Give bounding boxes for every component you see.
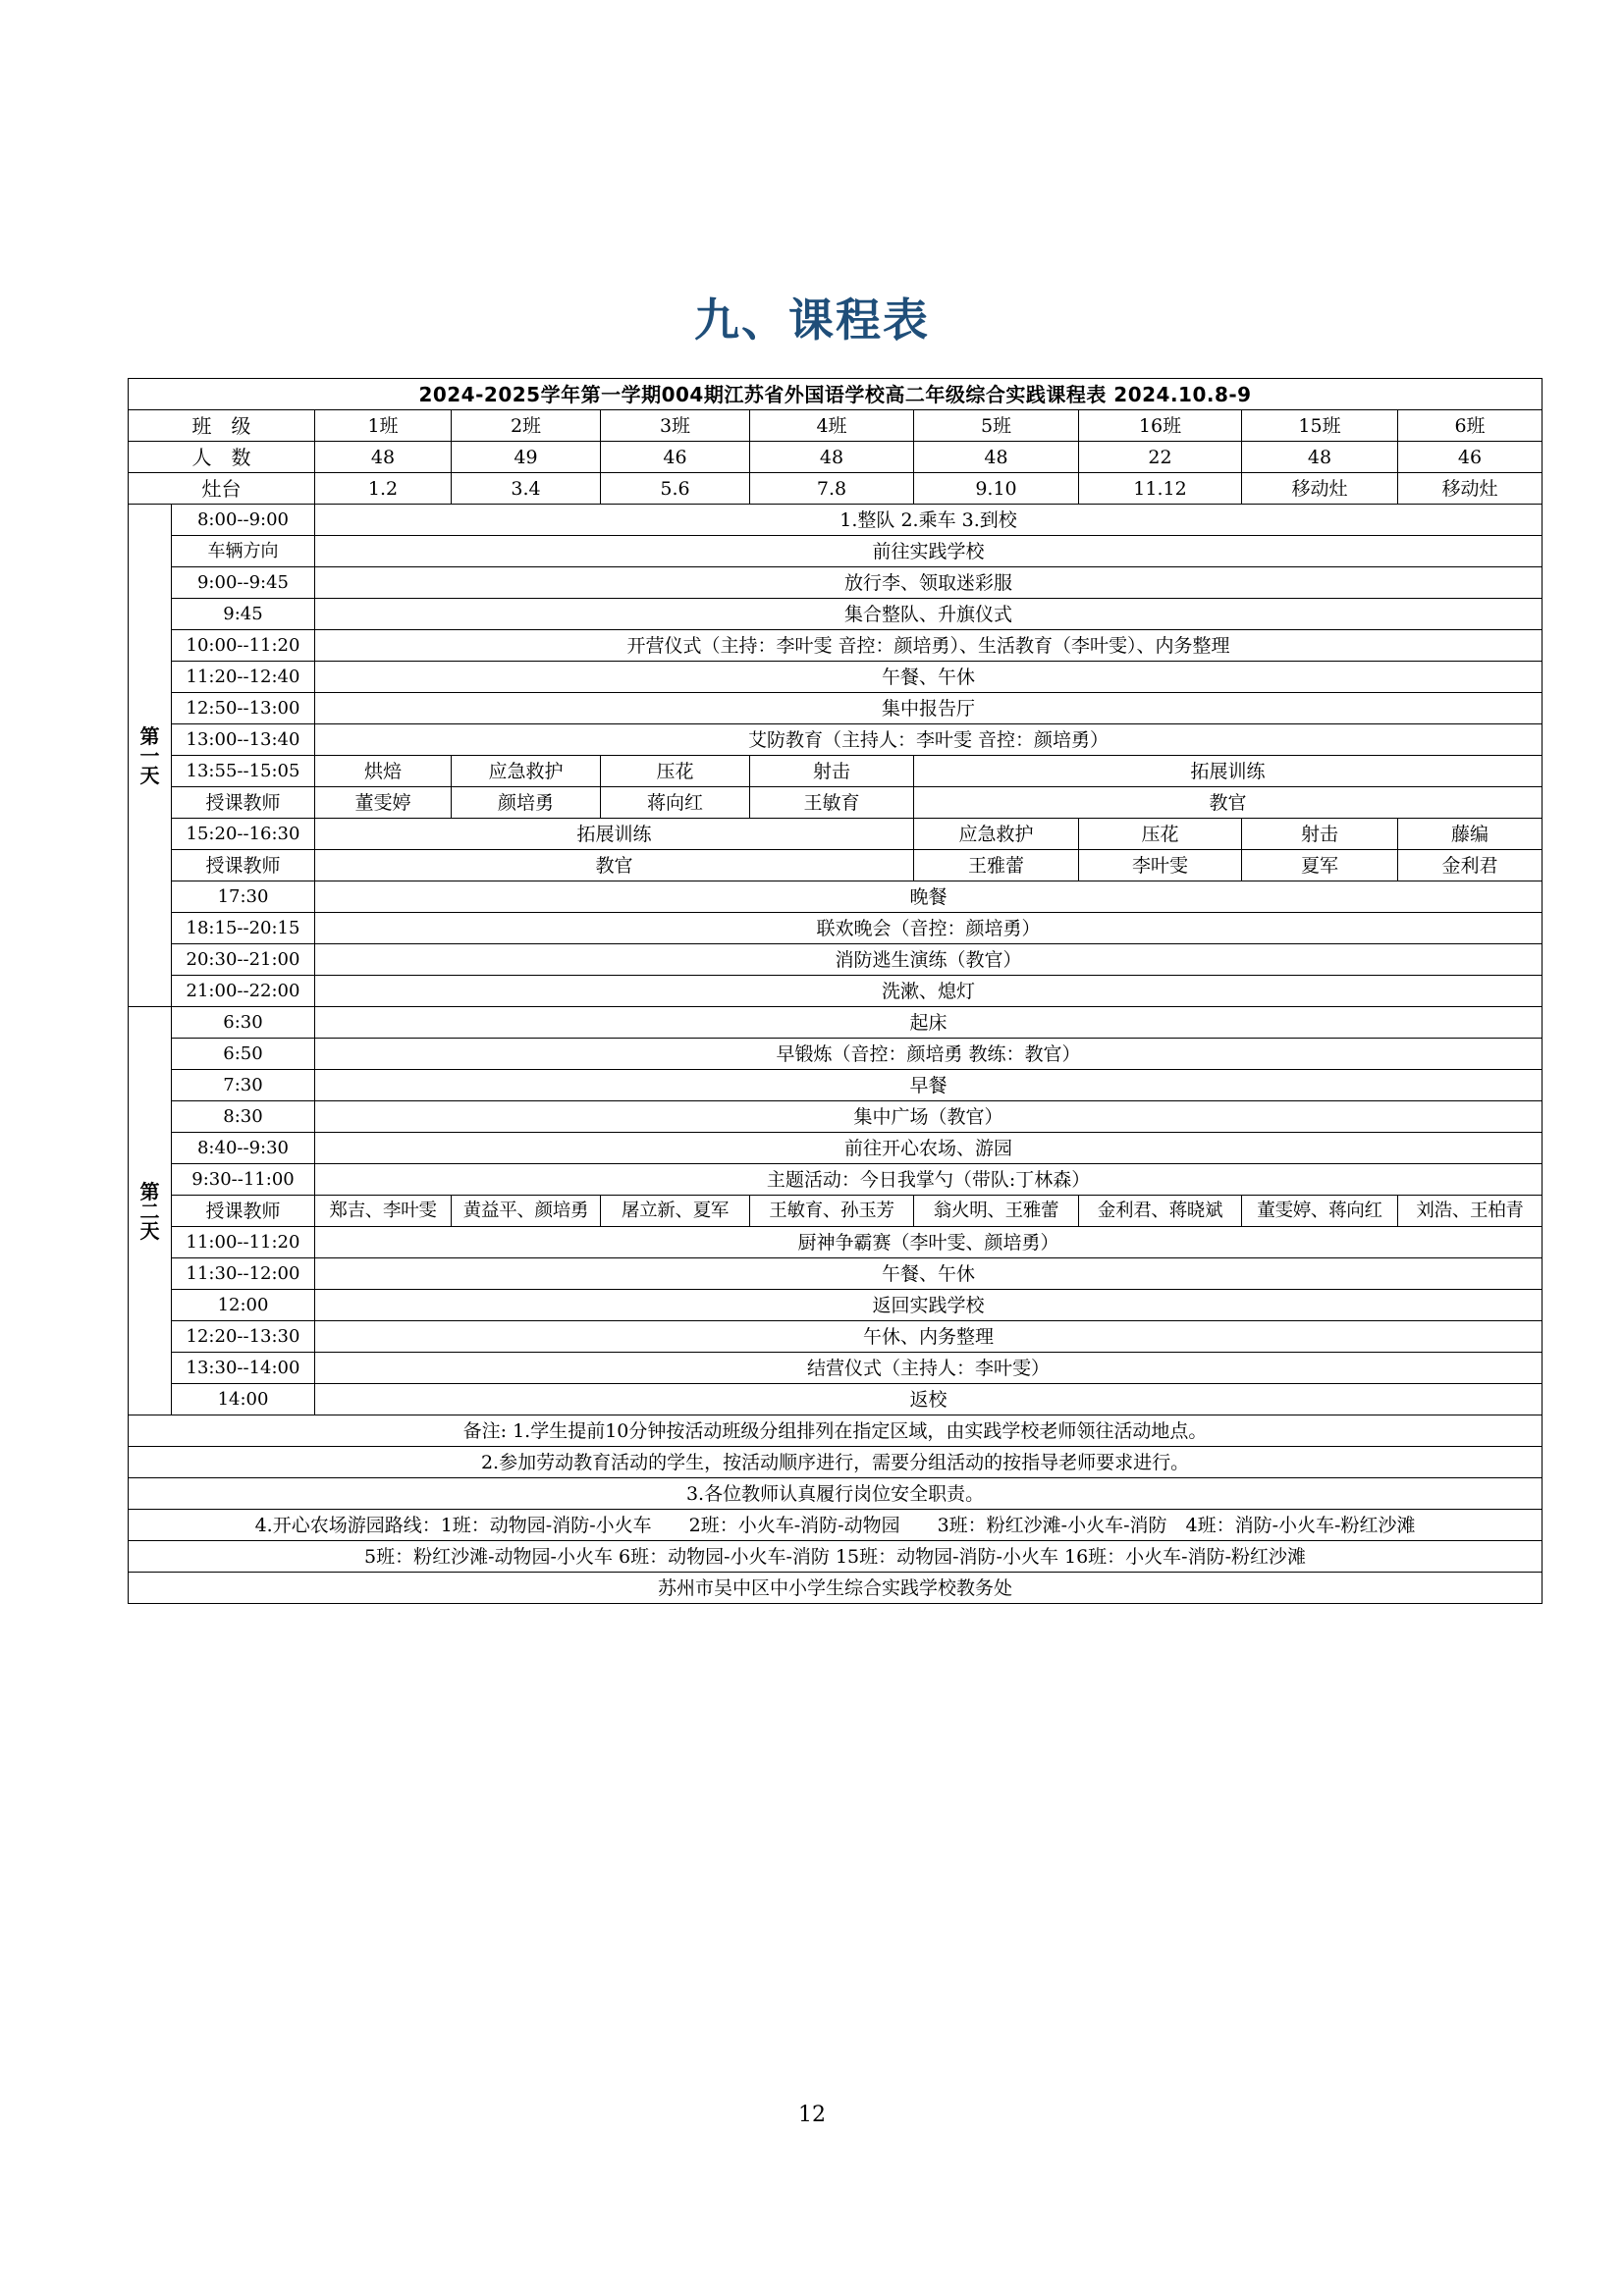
stove-number: 11.12 <box>1079 473 1242 505</box>
activity-cell: 主题活动：今日我掌勺（带队:丁林森） <box>315 1164 1543 1196</box>
teacher-cell: 翁火明、王雅蕾 <box>914 1196 1079 1227</box>
teacher-label: 授课教师 <box>172 787 315 819</box>
teacher-cell: 教官 <box>315 850 914 881</box>
footer-org: 苏州市吴中区中小学生综合实践学校教务处 <box>129 1573 1543 1604</box>
time-cell: 8:30 <box>172 1101 315 1133</box>
teacher-cell: 黄益平、颜培勇 <box>452 1196 601 1227</box>
teacher-row <box>129 850 1543 881</box>
activity-cell: 午餐、午休 <box>315 1258 1543 1290</box>
teacher-cell: 屠立新、夏军 <box>601 1196 750 1227</box>
time-cell: 10:00--11:20 <box>172 630 315 662</box>
teacher-row <box>129 1196 1543 1227</box>
schedule-row <box>129 724 1543 756</box>
time-cell: 12:20--13:30 <box>172 1321 315 1353</box>
schedule-row <box>129 1101 1543 1133</box>
class-header-row <box>129 410 1543 442</box>
activity-cell: 晚餐 <box>315 881 1543 913</box>
activity-cell: 返回实践学校 <box>315 1290 1543 1321</box>
time-cell: 9:30--11:00 <box>172 1164 315 1196</box>
time-cell: 17:30 <box>172 881 315 913</box>
schedule-row <box>129 1007 1543 1039</box>
teacher-cell: 郑吉、李叶雯 <box>315 1196 452 1227</box>
activity-cell: 消防逃生演练（教官） <box>315 944 1543 976</box>
day1-label-char: 天 <box>139 763 160 787</box>
activity-cell: 午休、内务整理 <box>315 1321 1543 1353</box>
schedule-row <box>129 881 1543 913</box>
table-title: 2024-2025学年第一学期004期江苏省外国语学校高二年级综合实践课程表 2024.10.8-9 <box>129 379 1543 410</box>
activity-cell: 起床 <box>315 1007 1543 1039</box>
day1-label-char: 第 <box>139 723 160 748</box>
note-text: 备注: 1.学生提前10分钟按活动班级分组排列在指定区域，由实践学校老师领往活动地点。 <box>129 1415 1543 1447</box>
day1-label <box>129 505 172 1007</box>
stove-row <box>129 473 1543 505</box>
stove-number: 9.10 <box>914 473 1079 505</box>
schedule-row <box>129 662 1543 693</box>
teacher-label: 授课教师 <box>172 1196 315 1227</box>
teacher-label: 授课教师 <box>172 850 315 881</box>
stove-number: 5.6 <box>601 473 750 505</box>
activity-cell: 射击 <box>750 756 914 787</box>
day2-label-char: 二 <box>139 1199 160 1223</box>
time-cell: 15:20--16:30 <box>172 819 315 850</box>
class-count: 46 <box>601 442 750 473</box>
activity-cell: 射击 <box>1242 819 1398 850</box>
count-row <box>129 442 1543 473</box>
activity-cell: 集中报告厅 <box>315 693 1543 724</box>
activity-cell: 前往开心农场、游园 <box>315 1133 1543 1164</box>
time-cell: 车辆方向 <box>172 536 315 567</box>
time-cell: 8:00--9:00 <box>172 505 315 536</box>
stove-number: 移动灶 <box>1242 473 1398 505</box>
schedule-table <box>128 378 1543 1604</box>
time-cell: 13:30--14:00 <box>172 1353 315 1384</box>
activity-cell: 拓展训练 <box>914 756 1543 787</box>
schedule-row <box>129 976 1543 1007</box>
teacher-cell: 颜培勇 <box>452 787 601 819</box>
class-name: 2班 <box>452 410 601 442</box>
activity-cell: 厨神争霸赛（李叶雯、颜培勇） <box>315 1227 1543 1258</box>
activity-cell: 应急救护 <box>914 819 1079 850</box>
activity-cell: 返校 <box>315 1384 1543 1415</box>
activity-cell: 烘焙 <box>315 756 452 787</box>
schedule-row <box>129 1290 1543 1321</box>
time-cell: 12:00 <box>172 1290 315 1321</box>
teacher-cell: 刘浩、王柏青 <box>1398 1196 1543 1227</box>
page-number: 12 <box>798 2103 826 2127</box>
schedule-row <box>129 1227 1543 1258</box>
time-cell: 9:45 <box>172 599 315 630</box>
schedule-row <box>129 1384 1543 1415</box>
footer-row <box>129 1573 1543 1604</box>
class-count: 48 <box>914 442 1079 473</box>
stove-number: 3.4 <box>452 473 601 505</box>
time-cell: 6:50 <box>172 1039 315 1070</box>
teacher-cell: 王雅蕾 <box>914 850 1079 881</box>
teacher-cell: 夏军 <box>1242 850 1398 881</box>
stove-number: 移动灶 <box>1398 473 1543 505</box>
time-cell: 6:30 <box>172 1007 315 1039</box>
activity-cell: 开营仪式（主持：李叶雯 音控：颜培勇）、生活教育（李叶雯）、内务整理 <box>315 630 1543 662</box>
class-count: 49 <box>452 442 601 473</box>
time-cell: 7:30 <box>172 1070 315 1101</box>
time-cell: 18:15--20:15 <box>172 913 315 944</box>
time-cell: 12:50--13:00 <box>172 693 315 724</box>
page-heading: 九、课程表 <box>694 294 930 347</box>
class-name: 3班 <box>601 410 750 442</box>
note-row <box>129 1478 1543 1510</box>
teacher-cell: 王敏育 <box>750 787 914 819</box>
time-cell: 11:20--12:40 <box>172 662 315 693</box>
schedule-row <box>129 630 1543 662</box>
activity-cell: 藤编 <box>1398 819 1543 850</box>
schedule-row <box>129 913 1543 944</box>
teacher-row <box>129 787 1543 819</box>
schedule-row <box>129 944 1543 976</box>
activity-cell: 压花 <box>1079 819 1242 850</box>
stove-number: 1.2 <box>315 473 452 505</box>
class-count: 22 <box>1079 442 1242 473</box>
activity-cell: 午餐、午休 <box>315 662 1543 693</box>
teacher-cell: 李叶雯 <box>1079 850 1242 881</box>
time-cell: 14:00 <box>172 1384 315 1415</box>
teacher-cell: 蒋向红 <box>601 787 750 819</box>
activity-cell: 联欢晚会（音控：颜培勇） <box>315 913 1543 944</box>
table-title-row <box>129 379 1543 410</box>
class-name: 6班 <box>1398 410 1543 442</box>
class-count: 46 <box>1398 442 1543 473</box>
activity-cell: 集合整队、升旗仪式 <box>315 599 1543 630</box>
teacher-cell: 金利君、蒋晓斌 <box>1079 1196 1242 1227</box>
note-text: 2.参加劳动教育活动的学生，按活动顺序进行，需要分组活动的按指导老师要求进行。 <box>129 1447 1543 1478</box>
stove-label: 灶台 <box>129 473 315 505</box>
time-cell: 13:00--13:40 <box>172 724 315 756</box>
activity-cell: 拓展训练 <box>315 819 914 850</box>
class-count: 48 <box>750 442 914 473</box>
route-text: 4.开心农场游园路线：1班：动物园-消防-小火车 2班：小火车-消防-动物园 3班：粉红沙滩-小火车-消防 4班：消防-小火车-粉红沙滩 <box>129 1510 1543 1541</box>
schedule-body <box>129 379 1543 1604</box>
time-cell: 20:30--21:00 <box>172 944 315 976</box>
note-text: 3.各位教师认真履行岗位安全职责。 <box>129 1478 1543 1510</box>
schedule-row <box>129 1258 1543 1290</box>
session-row <box>129 819 1543 850</box>
activity-cell: 应急救护 <box>452 756 601 787</box>
teacher-cell: 王敏育、孙玉芳 <box>750 1196 914 1227</box>
activity-cell: 放行李、领取迷彩服 <box>315 567 1543 599</box>
class-name: 16班 <box>1079 410 1242 442</box>
class-name: 4班 <box>750 410 914 442</box>
time-cell: 13:55--15:05 <box>172 756 315 787</box>
schedule-row <box>129 1133 1543 1164</box>
teacher-cell: 教官 <box>914 787 1543 819</box>
day1-label-char: 一 <box>139 743 160 768</box>
route-row <box>129 1510 1543 1541</box>
schedule-row <box>129 1039 1543 1070</box>
schedule-row <box>129 1070 1543 1101</box>
session-row <box>129 756 1543 787</box>
day2-label-char: 第 <box>139 1179 160 1203</box>
class-label: 班 级 <box>129 410 315 442</box>
activity-cell: 压花 <box>601 756 750 787</box>
activity-cell: 早锻炼（音控：颜培勇 教练：教官） <box>315 1039 1543 1070</box>
activity-cell: 前往实践学校 <box>315 536 1543 567</box>
schedule-row <box>129 599 1543 630</box>
activity-cell: 洗漱、熄灯 <box>315 976 1543 1007</box>
class-count: 48 <box>1242 442 1398 473</box>
schedule-row <box>129 1164 1543 1196</box>
schedule-row <box>129 693 1543 724</box>
schedule-row <box>129 505 1543 536</box>
note-row <box>129 1447 1543 1478</box>
time-cell: 11:00--11:20 <box>172 1227 315 1258</box>
activity-cell: 结营仪式（主持人：李叶雯） <box>315 1353 1543 1384</box>
time-cell: 21:00--22:00 <box>172 976 315 1007</box>
note-row <box>129 1415 1543 1447</box>
teacher-cell: 董雯婷 <box>315 787 452 819</box>
class-count: 48 <box>315 442 452 473</box>
activity-cell: 集中广场（教官） <box>315 1101 1543 1133</box>
day2-label <box>129 1007 172 1415</box>
activity-cell: 1.整队 2.乘车 3.到校 <box>315 505 1543 536</box>
count-label: 人 数 <box>129 442 315 473</box>
day2-label-char: 天 <box>139 1218 160 1243</box>
route-row <box>129 1541 1543 1573</box>
time-cell: 8:40--9:30 <box>172 1133 315 1164</box>
class-name: 1班 <box>315 410 452 442</box>
stove-number: 7.8 <box>750 473 914 505</box>
schedule-row <box>129 1353 1543 1384</box>
schedule-row <box>129 1321 1543 1353</box>
schedule-row <box>129 536 1543 567</box>
teacher-cell: 金利君 <box>1398 850 1543 881</box>
time-cell: 9:00--9:45 <box>172 567 315 599</box>
teacher-cell: 董雯婷、蒋向红 <box>1242 1196 1398 1227</box>
activity-cell: 早餐 <box>315 1070 1543 1101</box>
schedule-row <box>129 567 1543 599</box>
route-text: 5班：粉红沙滩-动物园-小火车 6班：动物园-小火车-消防 15班：动物园-消防-小火车 16班：小火车-消防-粉红沙滩 <box>129 1541 1543 1573</box>
time-cell: 11:30--12:00 <box>172 1258 315 1290</box>
class-name: 5班 <box>914 410 1079 442</box>
activity-cell: 艾防教育（主持人：李叶雯 音控：颜培勇） <box>315 724 1543 756</box>
class-name: 15班 <box>1242 410 1398 442</box>
